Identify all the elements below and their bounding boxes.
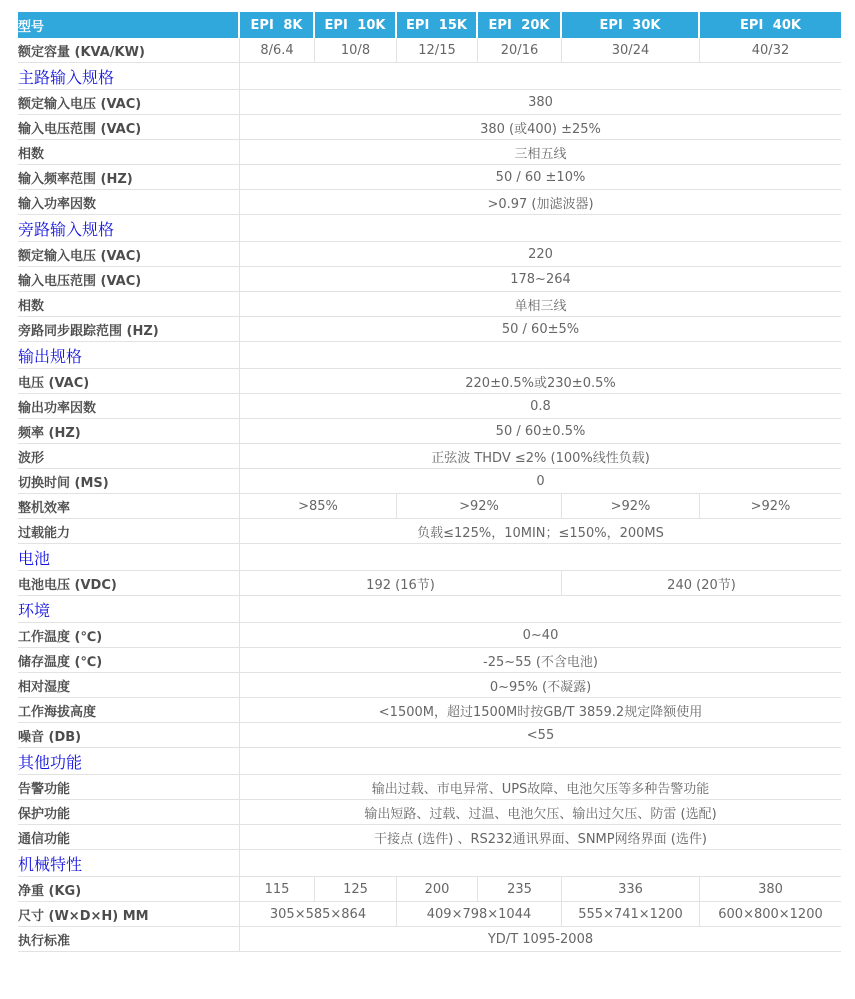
model-column-title: 型号 xyxy=(18,12,240,38)
section-title: 电池 xyxy=(18,544,240,571)
table-row xyxy=(18,165,841,190)
spec-value: >0.97 (加滤波器) xyxy=(240,190,841,215)
spec-value: 0~40 xyxy=(240,623,841,648)
spec-value: 600×800×1200 xyxy=(700,902,841,927)
spec-value: >92% xyxy=(562,494,700,519)
spec-label: 切换时间 (MS) xyxy=(18,469,240,494)
section-empty-cell xyxy=(240,63,841,90)
spec-value: 20/16 xyxy=(478,38,562,63)
spec-value: 30/24 xyxy=(562,38,700,63)
spec-value: <1500M，超过1500M时按GB/T 3859.2规定降额使用 xyxy=(240,698,841,723)
spec-value: 0 xyxy=(240,469,841,494)
spec-value: 输出短路、过载、过温、电池欠压、输出过欠压、防雷 (选配) xyxy=(240,800,841,825)
table-row xyxy=(18,902,841,927)
spec-value: 50 / 60±5% xyxy=(240,317,841,342)
spec-value: 50 / 60±0.5% xyxy=(240,419,841,444)
spec-value: 50 / 60 ±10% xyxy=(240,165,841,190)
table-row xyxy=(18,369,841,394)
table-row xyxy=(18,317,841,342)
spec-label: 噪音 (DB) xyxy=(18,723,240,748)
section-empty-cell xyxy=(240,544,841,571)
spec-label: 通信功能 xyxy=(18,825,240,850)
spec-label: 输入功率因数 xyxy=(18,190,240,215)
spec-label: 相数 xyxy=(18,292,240,317)
table-row xyxy=(18,698,841,723)
spec-value: 单相三线 xyxy=(240,292,841,317)
section-empty-cell xyxy=(240,342,841,369)
section-title: 其他功能 xyxy=(18,748,240,775)
table-row xyxy=(18,623,841,648)
spec-value: >92% xyxy=(397,494,562,519)
spec-value: 555×741×1200 xyxy=(562,902,700,927)
table-row xyxy=(18,775,841,800)
section-empty-cell xyxy=(240,596,841,623)
spec-value: 220 xyxy=(240,242,841,267)
table-row xyxy=(18,267,841,292)
spec-label: 电池电压 (VDC) xyxy=(18,571,240,596)
spec-value: 12/15 xyxy=(397,38,478,63)
spec-label: 过载能力 xyxy=(18,519,240,544)
spec-value: 8/6.4 xyxy=(240,38,315,63)
spec-label: 尺寸 (W×D×H) MM xyxy=(18,902,240,927)
section-empty-cell xyxy=(240,850,841,877)
spec-label: 相数 xyxy=(18,140,240,165)
model-header-6: EPI 40K xyxy=(700,12,841,38)
spec-value: >92% xyxy=(700,494,841,519)
spec-value: 输出过载、市电异常、UPS故障、电池欠压等多种告警功能 xyxy=(240,775,841,800)
table-row xyxy=(18,292,841,317)
spec-value: 125 xyxy=(315,877,397,902)
spec-label: 额定输入电压 (VAC) xyxy=(18,90,240,115)
model-header-3: EPI 15K xyxy=(397,12,478,38)
spec-value: 240 (20节) xyxy=(562,571,841,596)
spec-label: 告警功能 xyxy=(18,775,240,800)
section-row xyxy=(18,215,841,242)
spec-label: 频率 (HZ) xyxy=(18,419,240,444)
table-row xyxy=(18,469,841,494)
spec-table xyxy=(18,12,841,952)
spec-label: 波形 xyxy=(18,444,240,469)
spec-label: 执行标准 xyxy=(18,927,240,952)
spec-value: 178~264 xyxy=(240,267,841,292)
spec-value: 10/8 xyxy=(315,38,397,63)
spec-value: 干接点 (选件) 、RS232通讯界面、SNMP网络界面 (选件) xyxy=(240,825,841,850)
section-title: 旁路输入规格 xyxy=(18,215,240,242)
spec-value: 0~95% (不凝露) xyxy=(240,673,841,698)
table-row xyxy=(18,140,841,165)
table-row xyxy=(18,190,841,215)
spec-value: >85% xyxy=(240,494,397,519)
section-row xyxy=(18,544,841,571)
section-empty-cell xyxy=(240,215,841,242)
section-title: 机械特性 xyxy=(18,850,240,877)
spec-value: 409×798×1044 xyxy=(397,902,562,927)
spec-value: 0.8 xyxy=(240,394,841,419)
model-header-5: EPI 30K xyxy=(562,12,700,38)
spec-label: 净重 (KG) xyxy=(18,877,240,902)
spec-value: 380 xyxy=(700,877,841,902)
table-row xyxy=(18,38,841,63)
spec-value: 200 xyxy=(397,877,478,902)
table-row xyxy=(18,242,841,267)
spec-value: 305×585×864 xyxy=(240,902,397,927)
spec-value: 235 xyxy=(478,877,562,902)
table-row xyxy=(18,673,841,698)
spec-value: <55 xyxy=(240,723,841,748)
spec-label: 旁路同步跟踪范围 (HZ) xyxy=(18,317,240,342)
spec-value: 40/32 xyxy=(700,38,841,63)
spec-value: 负载≤125%，10MIN；≤150%，200MS xyxy=(240,519,841,544)
spec-label: 输出功率因数 xyxy=(18,394,240,419)
table-row xyxy=(18,877,841,902)
spec-value: 220±0.5%或230±0.5% xyxy=(240,369,841,394)
table-row xyxy=(18,519,841,544)
table-row xyxy=(18,419,841,444)
spec-value: 三相五线 xyxy=(240,140,841,165)
spec-label: 储存温度 (℃) xyxy=(18,648,240,673)
section-row xyxy=(18,850,841,877)
section-title: 主路输入规格 xyxy=(18,63,240,90)
spec-label: 输入电压范围 (VAC) xyxy=(18,115,240,140)
spec-value: 正弦波 THDV ≤2% (100%线性负载) xyxy=(240,444,841,469)
table-row xyxy=(18,115,841,140)
table-row xyxy=(18,494,841,519)
spec-value: -25~55 (不含电池) xyxy=(240,648,841,673)
table-row xyxy=(18,800,841,825)
section-row xyxy=(18,596,841,623)
table-row xyxy=(18,571,841,596)
table-row xyxy=(18,927,841,952)
spec-label: 电压 (VAC) xyxy=(18,369,240,394)
table-row xyxy=(18,394,841,419)
section-title: 输出规格 xyxy=(18,342,240,369)
spec-value: 380 xyxy=(240,90,841,115)
table-row xyxy=(18,648,841,673)
spec-label: 相对湿度 xyxy=(18,673,240,698)
model-header-1: EPI 8K xyxy=(240,12,315,38)
section-empty-cell xyxy=(240,748,841,775)
section-row xyxy=(18,342,841,369)
section-row xyxy=(18,748,841,775)
spec-value: 380 (或400) ±25% xyxy=(240,115,841,140)
spec-label: 额定容量 (KVA/KW) xyxy=(18,38,240,63)
spec-label: 整机效率 xyxy=(18,494,240,519)
table-row xyxy=(18,825,841,850)
spec-value: 336 xyxy=(562,877,700,902)
table-row xyxy=(18,444,841,469)
model-header-2: EPI 10K xyxy=(315,12,397,38)
spec-label: 输入频率范围 (HZ) xyxy=(18,165,240,190)
spec-label: 输入电压范围 (VAC) xyxy=(18,267,240,292)
spec-value: 192 (16节) xyxy=(240,571,562,596)
model-header-4: EPI 20K xyxy=(478,12,562,38)
spec-label: 保护功能 xyxy=(18,800,240,825)
spec-value: YD/T 1095-2008 xyxy=(240,927,841,952)
table-row xyxy=(18,90,841,115)
spec-label: 工作温度 (℃) xyxy=(18,623,240,648)
section-row xyxy=(18,63,841,90)
spec-label: 工作海拔高度 xyxy=(18,698,240,723)
spec-label: 额定输入电压 (VAC) xyxy=(18,242,240,267)
spec-value: 115 xyxy=(240,877,315,902)
table-row xyxy=(18,723,841,748)
table-header-row xyxy=(18,12,841,38)
section-title: 环境 xyxy=(18,596,240,623)
